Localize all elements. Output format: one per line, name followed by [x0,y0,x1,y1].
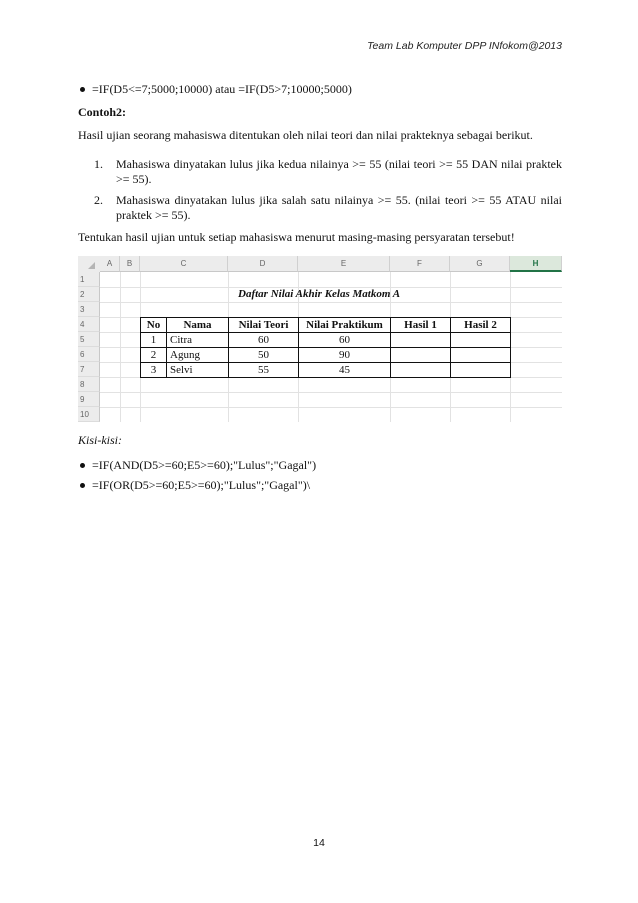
bullet-icon [80,87,85,92]
list-number: 1. [94,157,103,171]
cell-teori: 50 [229,348,299,363]
bullet-item-or-formula [92,478,310,493]
column-header-a: A [100,256,120,272]
cell-hasil-2 [451,363,511,378]
cell-nama: Citra [167,333,229,348]
select-all-corner [78,256,101,273]
table-row [141,363,511,378]
header-nama: Nama [167,318,229,333]
row-header: 7 [78,362,100,377]
cell-nama: Agung [167,348,229,363]
list-number: 2. [94,193,103,207]
cell-teori: 55 [229,363,299,378]
row-header: 6 [78,347,100,362]
cell-no: 1 [141,333,167,348]
column-header-h: H [510,256,562,272]
row-header: 5 [78,332,100,347]
cell-hasil-1 [391,333,451,348]
bullet-item-if-formula [92,82,352,97]
cell-praktikum: 90 [299,348,391,363]
cell-hasil-2 [451,348,511,363]
table-row [141,348,511,363]
list-text: Mahasiswa dinyatakan lulus jika salah satu nilainya >= 55. (nilai teori >= 55 ATAU nilai praktek >= 55). [116,193,562,222]
cell-hasil-1 [391,363,451,378]
row-header: 2 [78,287,100,302]
bullet-item-and-formula [92,458,316,473]
cell-hasil-2 [451,333,511,348]
list-text: Mahasiswa dinyatakan lulus jika kedua nilainya >= 55 (nilai teori >= 55 DAN nilai praktek >= 55). [116,157,562,186]
table-row [141,333,511,348]
kisi-label: Kisi-kisi: [78,433,122,447]
bullet-icon [80,463,85,468]
column-header-e: E [298,256,390,272]
sheet-title: Daftar Nilai Akhir Kelas Matkom A [238,288,401,300]
bullet-icon [80,483,85,488]
grades-table [140,317,511,378]
header-nilai-teori: Nilai Teori [229,318,299,333]
table-header-row [141,318,511,333]
header-no: No [141,318,167,333]
cell-praktikum: 60 [299,333,391,348]
bullet-text: =IF(D5<=7;5000;10000) atau =IF(D5>7;10000;5000) [92,82,352,96]
list-item [78,157,562,187]
column-header-g: G [450,256,510,272]
page-header: Team Lab Komputer DPP INfokom@2013 [367,40,562,52]
row-header: 1 [78,272,100,287]
column-header-b: B [120,256,140,272]
row-header: 3 [78,302,100,317]
cell-no: 3 [141,363,167,378]
row-header: 10 [78,407,100,422]
row-header: 4 [78,317,100,332]
header-nilai-praktikum: Nilai Praktikum [299,318,391,333]
spreadsheet-image [78,256,562,422]
cell-teori: 60 [229,333,299,348]
cell-praktikum: 45 [299,363,391,378]
example-title: Contoh2: [78,105,127,119]
column-header-d: D [228,256,298,272]
bullet-text: =IF(AND(D5>=60;E5>=60);"Lulus";"Gagal") [92,458,317,472]
bullet-text: =IF(OR(D5>=60;E5>=60);"Lulus";"Gagal")\ [92,478,311,492]
condition-list [78,157,562,229]
cell-nama: Selvi [167,363,229,378]
row-header: 9 [78,392,100,407]
intro-paragraph: Hasil ujian seorang mahasiswa ditentukan oleh nilai teori dan nilai prakteknya sebagai berikut. [78,128,533,142]
instruction-paragraph: Tentukan hasil ujian untuk setiap mahasiswa menurut masing-masing persyaratan tersebut! [78,230,515,244]
list-item [78,193,562,223]
page-number: 14 [313,837,325,849]
row-header: 8 [78,377,100,392]
header-hasil-1: Hasil 1 [391,318,451,333]
cell-hasil-1 [391,348,451,363]
column-header-f: F [390,256,450,272]
cell-no: 2 [141,348,167,363]
header-hasil-2: Hasil 2 [451,318,511,333]
column-header-c: C [140,256,228,272]
